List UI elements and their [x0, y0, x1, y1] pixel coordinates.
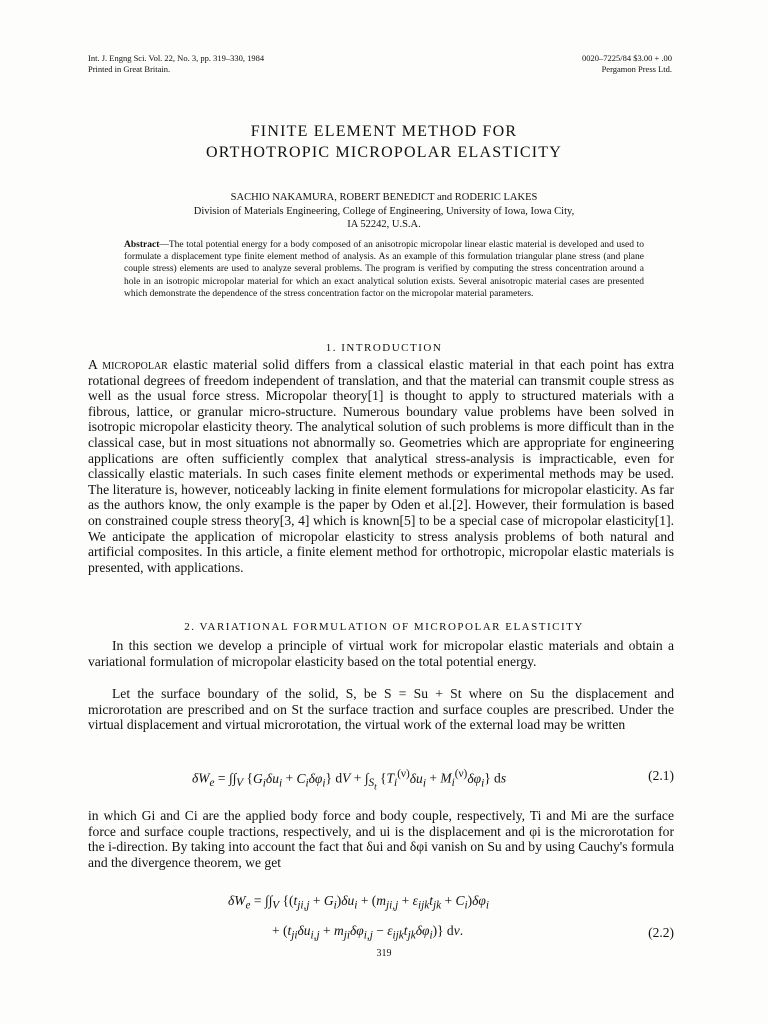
intro-text: elastic material solid differs from a classical elastic material in that each point has extra rotational degrees of freedom independent of translation, and that the material can transmit couple stress as well as the usual force stress. Micropolar theory[1] is thought to apply to structured materials with a fibrous, lattice, or granular micro-structure. Numerous boundary value problems have been solved in isotropic micropolar elasticity theory. The analytical solution of such problems is more difficult than in the classical case, but in most situations not abnormally so. Geometries which are appropriate for engineering applications are often sufficiently complex that analytical stress-analysis is impracticable, even for classically elastic materials. In such cases finite element methods or experimental methods may be used. The literature is, however, noticeably lacking in finite element formulations for micropolar elasticity. As far as the authors know, the only example is the paper by Oden et al.[2]. However, their formulation is based on constrained couple stress theory[3, 4] which is known[5] to be a special case of micropolar elasticity[1]. We anticipate the application of micropolar elasticity to stress analysis problems of both natural and artificial composites. In this article, a finite element method for orthotropic, micropolar elastic materials is presented, with applications. [88, 357, 674, 575]
page-number: 319 [376, 948, 392, 959]
affiliation [0, 205, 768, 231]
code-line-2: Pergamon Press Ltd. [601, 64, 672, 74]
introduction-paragraph [88, 357, 674, 575]
equation-2-1-body: $\delta W_e = \int\int_V$ $\{G_i\delta u_i + C_i\delta\varphi_i\}$ dV + $\int_{S_t}$ $\{T_i^{(\nu)}\delta u_i + M_i^{(\nu)}\delta\varphi_i\}$ ds [192, 768, 507, 793]
title-line-2: ORTHOTROPIC MICROPOLAR ELASTICITY [206, 144, 562, 161]
equation-2-2 [88, 892, 674, 944]
affiliation-line-2: IA 52242, U.S.A. [347, 219, 421, 230]
abstract-text: —The total potential energy for a body composed of an anisotropic micropolar linear elastic material is developed and used to formulate a displacement type finite element method of analysis. As an example of this formulation triangular plane stress (and plane couple stress) elements are used to analyze several problems. The program is verified by computing the stress concentration around a hole in an isotropic micropolar material for which an exact analytical solution exists. Several anisotropic material cases are presented which demonstrate the dependence of the stress concentration factor on the micropolar material parameters. [124, 240, 644, 299]
journal-line-1: Int. J. Engng Sci. Vol. 22, No. 3, pp. 319–330, 1984 [88, 53, 265, 63]
journal-line-2: Printed in Great Britain. [88, 64, 171, 74]
journal-citation [88, 53, 264, 75]
equation-2-2-number: (2.2) [648, 925, 674, 940]
code-line-1: 0020–7225/84 $3.00 + .00 [581, 53, 672, 63]
equation-2-1-number: (2.1) [648, 768, 674, 783]
variational-paragraph-3 [88, 808, 674, 870]
affiliation-line-1: Division of Materials Engineering, College of Engineering, University of Iowa, Iowa City, [193, 206, 575, 217]
equation-2-1 [88, 762, 674, 792]
var-p2-text: Let the surface boundary of the solid, S, be S = Su + St where on Su the displacement and microrotation are prescribed and on St the surface traction and surface couples are prescribed. Under the virtual displacement and virtual microrotation, the virtual work of the external load may be written [88, 686, 674, 733]
variational-paragraph-2 [88, 686, 674, 733]
abstract-label: Abstract [124, 240, 160, 250]
section-heading-variational: 2. VARIATIONAL FORMULATION OF MICROPOLAR ELASTICITY [184, 621, 584, 633]
variational-paragraph-1 [88, 638, 674, 669]
abstract [124, 239, 644, 300]
intro-lead-in: A micropolar [88, 357, 168, 372]
section-heading-introduction: 1. INTRODUCTION [325, 342, 443, 354]
var-p1-text: In this section we develop a principle of virtual work for micropolar elastic materials and obtain a variational formulation of micropolar elasticity based on the total potential energy. [88, 638, 674, 669]
equation-2-2-line-1: $\delta W_e = \int\int_V$ {$(t_{ji,j} + G_i)\delta u_i + (m_{ji,j} + \varepsilon_{ijk}t_{jk} + C_i)\delta\varphi_i$ [228, 893, 490, 912]
author-list: SACHIO NAKAMURA, ROBERT BENEDICT and RODERIC LAKES [230, 192, 538, 203]
title-line-1: FINITE ELEMENT METHOD FOR [250, 123, 518, 140]
equation-2-2-line-2: + $(t_{ji}\delta u_{i,j} + m_{ji}\delta\varphi_{i,j} - \varepsilon_{ijk}t_{jk}\delta\varphi_i)$} dv. [272, 923, 464, 942]
var-p3-text: in which Gi and Ci are the applied body force and body couple, respectively, Ti and Mi are the surface force and surface couple tractions, respectively, and ui is the displacement and φi is the microrotation for the i-direction. By taking into account the fact that δui and δφi vanish on Su and by using Cauchy's formula and the divergence theorem, we get [88, 808, 674, 870]
paper-title [0, 121, 768, 163]
publisher-code [582, 53, 672, 75]
